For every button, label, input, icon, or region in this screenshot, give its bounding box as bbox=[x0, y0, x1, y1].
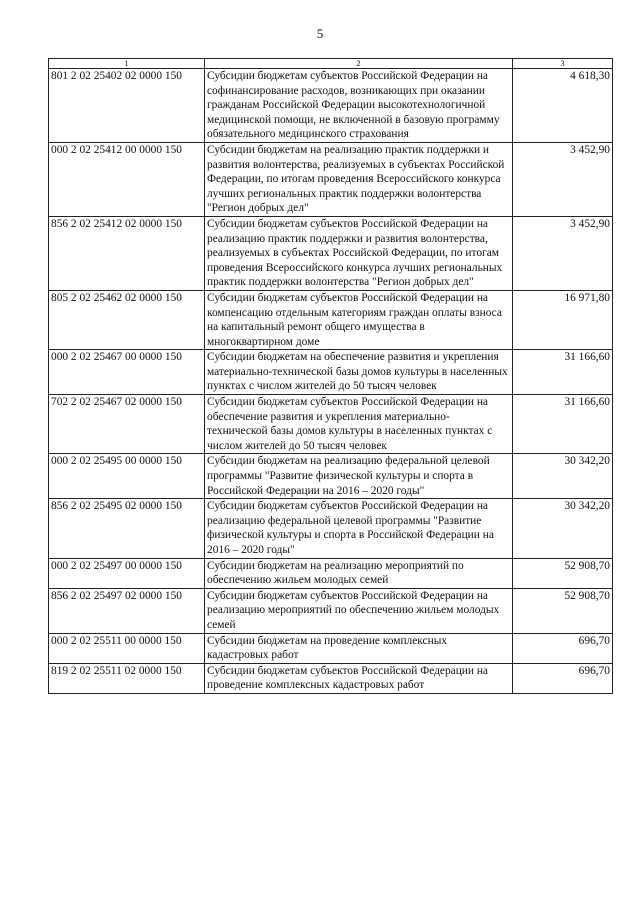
budget-table bbox=[48, 58, 613, 694]
row-description: Субсидии бюджетам субъектов Российской Федерации на проведение комплексных кадастровых работ bbox=[205, 663, 513, 693]
row-amount: 31 166,60 bbox=[513, 395, 613, 454]
table-row bbox=[49, 499, 613, 558]
budget-code: 801 2 02 25402 02 0000 150 bbox=[49, 69, 205, 143]
row-amount: 696,70 bbox=[513, 663, 613, 693]
table-row bbox=[49, 633, 613, 663]
budget-code: 856 2 02 25495 02 0000 150 bbox=[49, 499, 205, 558]
row-description: Субсидии бюджетам на обеспечение развития и укрепления материально-технической базы домов культуры в населенных пунктах с числом жителей до 50 тысяч человек bbox=[205, 350, 513, 395]
row-amount: 3 452,90 bbox=[513, 142, 613, 216]
row-description: Субсидии бюджетам на проведение комплексных кадастровых работ bbox=[205, 633, 513, 663]
budget-code: 000 2 02 25497 00 0000 150 bbox=[49, 558, 205, 588]
table-row bbox=[49, 290, 613, 349]
row-description: Субсидии бюджетам субъектов Российской Федерации на компенсацию отдельным категориям граждан оплаты взноса на капитальный ремонт общего имущества в многоквартирном доме bbox=[205, 290, 513, 349]
budget-code: 819 2 02 25511 02 0000 150 bbox=[49, 663, 205, 693]
table-row bbox=[49, 588, 613, 633]
row-description: Субсидии бюджетам на реализацию мероприятий по обеспечению жильем молодых семей bbox=[205, 558, 513, 588]
row-amount: 52 908,70 bbox=[513, 588, 613, 633]
row-description: Субсидии бюджетам на реализацию практик поддержки и развития волонтерства, реализуемых в субъектах Российской Федерации, по итогам проведения Всероссийского конкурса лучших региональных практик поддержки волонтерства "Регион добрых дел" bbox=[205, 142, 513, 216]
row-description: Субсидии бюджетам субъектов Российской Федерации на обеспечение развития и укрепления материально-технической базы домов культуры в населенных пунктах с числом жителей до 50 тысяч человек bbox=[205, 395, 513, 454]
row-amount: 16 971,80 bbox=[513, 290, 613, 349]
row-description: Субсидии бюджетам субъектов Российской Федерации на софинансирование расходов, возникающих при оказании гражданам Российской Федерации высокотехнологичной медицинской помощи, не включенной в базовую программу обязательного медицинского страхования bbox=[205, 69, 513, 143]
table-row bbox=[49, 216, 613, 290]
table-header-row bbox=[49, 59, 613, 69]
row-description: Субсидии бюджетам на реализацию федеральной целевой программы "Развитие физической культуры и спорта в Российской Федерации на 2016 – 2020 годы" bbox=[205, 454, 513, 499]
table-row bbox=[49, 454, 613, 499]
row-amount: 696,70 bbox=[513, 633, 613, 663]
budget-code: 856 2 02 25412 02 0000 150 bbox=[49, 216, 205, 290]
row-amount: 52 908,70 bbox=[513, 558, 613, 588]
budget-code: 000 2 02 25495 00 0000 150 bbox=[49, 454, 205, 499]
page-number: 5 bbox=[316, 26, 324, 41]
budget-code: 000 2 02 25511 00 0000 150 bbox=[49, 633, 205, 663]
row-description: Субсидии бюджетам субъектов Российской Федерации на реализацию мероприятий по обеспечению жильем молодых семей bbox=[205, 588, 513, 633]
budget-code: 000 2 02 25467 00 0000 150 bbox=[49, 350, 205, 395]
row-description: Субсидии бюджетам субъектов Российской Федерации на реализацию федеральной целевой программы "Развитие физической культуры и спорта в Российской Федерации на 2016 – 2020 годы" bbox=[205, 499, 513, 558]
budget-code: 000 2 02 25412 00 0000 150 bbox=[49, 142, 205, 216]
row-amount: 30 342,20 bbox=[513, 499, 613, 558]
table-row bbox=[49, 69, 613, 143]
budget-code: 702 2 02 25467 02 0000 150 bbox=[49, 395, 205, 454]
table-row bbox=[49, 663, 613, 693]
row-amount: 31 166,60 bbox=[513, 350, 613, 395]
column-header: 1 bbox=[49, 59, 205, 69]
row-amount: 3 452,90 bbox=[513, 216, 613, 290]
budget-code: 856 2 02 25497 02 0000 150 bbox=[49, 588, 205, 633]
row-amount: 4 618,30 bbox=[513, 69, 613, 143]
table-row bbox=[49, 558, 613, 588]
table-row bbox=[49, 350, 613, 395]
table-row bbox=[49, 142, 613, 216]
column-header: 2 bbox=[205, 59, 513, 69]
row-amount: 30 342,20 bbox=[513, 454, 613, 499]
table-row bbox=[49, 395, 613, 454]
column-header: 3 bbox=[513, 59, 613, 69]
row-description: Субсидии бюджетам субъектов Российской Федерации на реализацию практик поддержки и развития волонтерства, реализуемых в субъектах Российской Федерации, по итогам проведения Всероссийского конкурса лучших региональных практик поддержки волонтерства "Регион добрых дел" bbox=[205, 216, 513, 290]
budget-code: 805 2 02 25462 02 0000 150 bbox=[49, 290, 205, 349]
